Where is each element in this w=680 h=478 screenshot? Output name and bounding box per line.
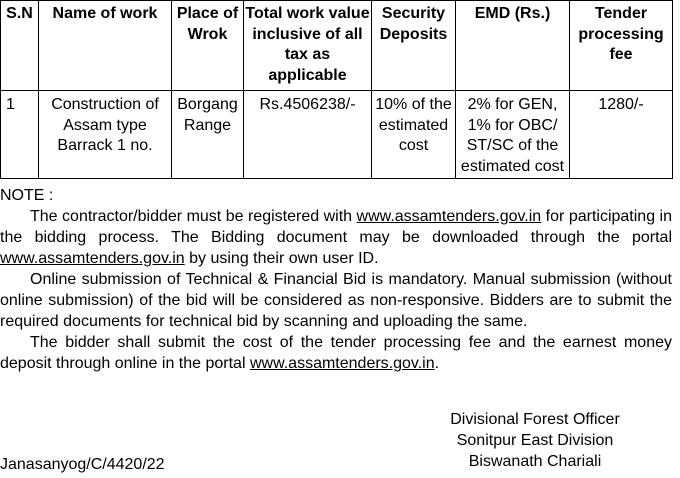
cell-name-of-work: Construction of Assam type Barrack 1 no. — [39, 91, 172, 179]
cell-sn: 1 — [1, 91, 39, 179]
note-section — [0, 185, 672, 374]
table-row — [1, 91, 673, 179]
note-text: for participating in the bidding process. The Bidding document may be downloaded through the portal — [0, 208, 673, 246]
note-text: . — [434, 355, 440, 372]
table-header-row — [1, 1, 673, 91]
tender-table — [0, 0, 673, 179]
note-text: The bidder shall submit the cost of the tender processing fee and the earnest money deposit through online in the portal — [0, 334, 672, 372]
header-sn: S.N — [1, 1, 39, 91]
note-paragraph-fee-payment — [0, 332, 672, 374]
cell-place: Borgang Range — [172, 91, 244, 179]
cell-security-deposit: 10% of the estimated cost — [372, 91, 456, 179]
portal-link[interactable]: www.assamtenders.gov.in — [249, 355, 435, 372]
note-paragraph-online-submission: Online submission of Technical & Financial Bid is mandatory. Manual submission (without online submission) of the bid will be considered as non-responsive. Bidders are to submit the required documents for technical bid by scanning and uploading the same. — [0, 271, 672, 330]
note-heading: NOTE : — [0, 187, 54, 204]
cell-fee: 1280/- — [570, 91, 673, 179]
header-emd: EMD (Rs.) — [456, 1, 570, 91]
header-total-work-value: Total work value inclusive of all tax as applicable — [244, 1, 372, 91]
portal-link[interactable]: www.assamtenders.gov.in — [356, 208, 542, 225]
note-text: The contractor/bidder must be registered with — [30, 208, 357, 225]
header-tender-processing-fee: Tender processing fee — [570, 1, 673, 91]
cell-total-value: Rs.4506238/- — [244, 91, 372, 179]
portal-link[interactable]: www.assamtenders.gov.in — [0, 250, 185, 267]
memo-reference: Janasanyog/C/4420/22 — [0, 456, 165, 473]
signatory-location: Biswanath Chariali — [468, 453, 602, 470]
signatory-title: Divisional Forest Officer — [450, 411, 620, 428]
note-text: by using their own user ID. — [184, 250, 379, 267]
note-paragraph-registration — [0, 206, 672, 269]
header-name-of-work: Name of work — [39, 1, 172, 91]
header-security-deposits: Security Deposits — [372, 1, 456, 91]
signature-block — [420, 409, 650, 472]
header-place-of-work: Place of Wrok — [172, 1, 244, 91]
signatory-division: Sonitpur East Division — [456, 432, 614, 449]
cell-emd: 2% for GEN, 1% for OBC/ ST/SC of the estimated cost — [456, 91, 570, 179]
